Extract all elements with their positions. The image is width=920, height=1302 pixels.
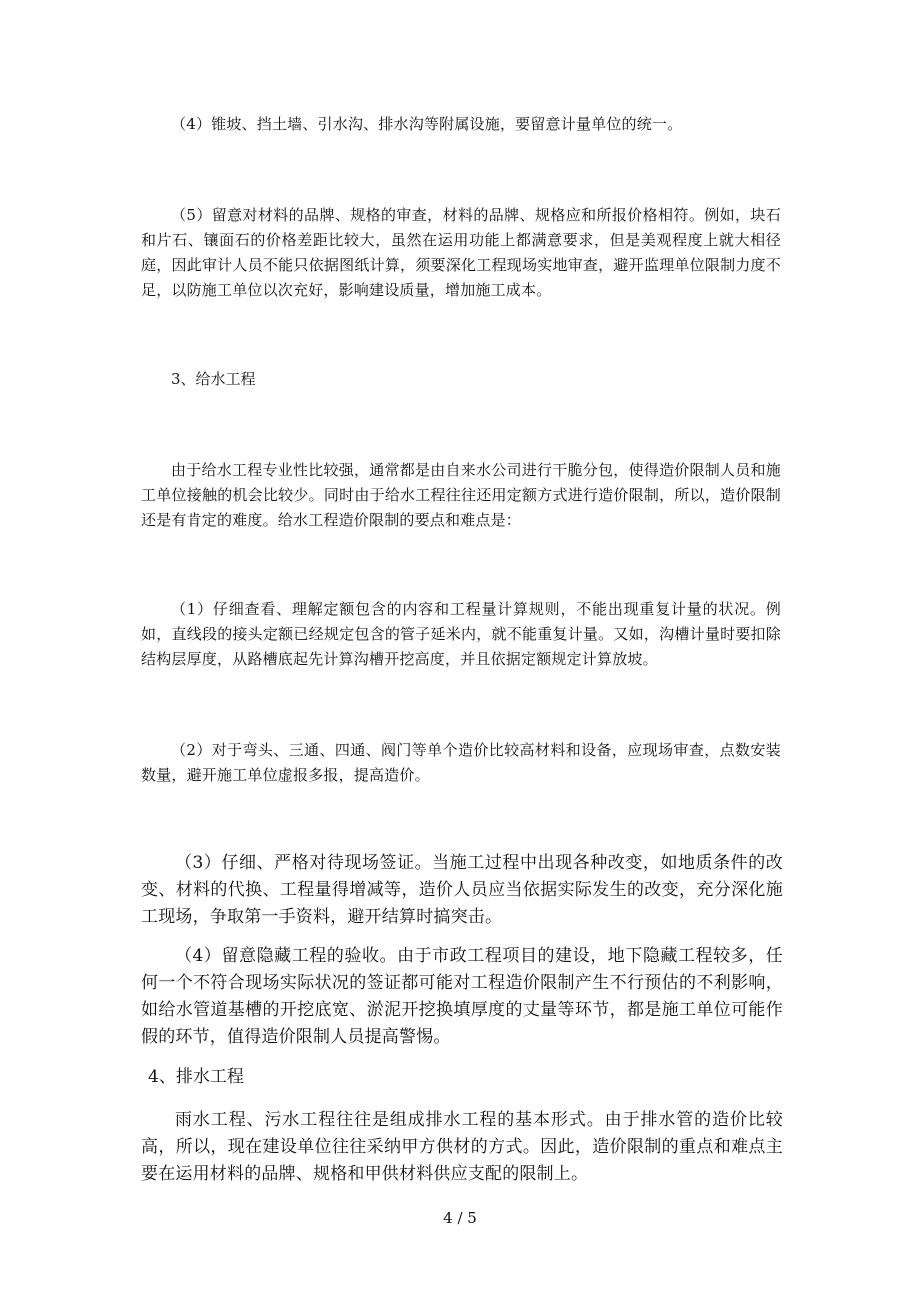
paragraph-water-supply-intro: 由于给水工程专业性比较强，通常都是由自来水公司进行干脆分包，使得造价限制人员和施工单位接触的机会比较少。同时由于给水工程往往还用定额方式进行造价限制，所以，造价限制还是有肯定的难度。给水工程造价限制的要点和难点是： [141, 461, 781, 529]
paragraph-quota-rules: （1）仔细查看、理解定额包含的内容和工程量计算规则，不能出现重复计量的状况。例如，直线段的接头定额已经规定包含的管子延米内，就不能重复计量。又如，沟槽计量时要扣除结构层厚度，从路槽底起先计算沟槽开挖高度，并且依据定额规定计算放坡。 [141, 600, 781, 668]
paragraph-material-brand-review: （5）留意对材料的品牌、规格的审查，材料的品牌、规格应和所报价格相符。例如，块石和片石、镶面石的价格差距比较大，虽然在运用功能上都满意要求，但是美观程度上就大相径庭，因此审计人员不能只依据图纸计算，须要深化工程现场实地审查，避开监理单位限制力度不足，以防施工单位以次充好，影响建设质量，增加施工成本。 [141, 206, 781, 299]
section-heading-water-supply: 3、给水工程 [171, 370, 256, 388]
page-number: 4 / 5 [443, 1209, 477, 1227]
paragraph-attached-facilities: （4）锥坡、挡土墙、引水沟、排水沟等附属设施，要留意计量单位的统一。 [171, 115, 683, 133]
section-heading-drainage: 4、排水工程 [148, 1067, 244, 1087]
paragraph-site-visa: （3）仔细、严格对待现场签证。当施工过程中出现各种改变，如地质条件的改变、材料的代换、工程量得增减等，造价人员应当依据实际发生的改变，充分深化施工现场，争取第一手资料，避开结算时搞突击。 [141, 853, 783, 927]
paragraph-drainage-intro: 雨水工程、污水工程往往是组成排水工程的基本形式。由于排水管的造价比较高，所以，现在建设单位往往采纳甲方供材的方式。因此，造价限制的重点和难点主要在运用材料的品牌、规格和甲供材料供应支配的限制上。 [141, 1110, 783, 1184]
paragraph-concealed-works: （4）留意隐藏工程的验收。由于市政工程项目的建设，地下隐藏工程较多，任何一个不符合现场实际状况的签证都可能对工程造价限制产生不行预估的不利影响，如给水管道基槽的开挖底宽、淤泥开挖换填厚度的丈量等环节，都是施工单位可能作假的环节，值得造价限制人员提高警惕。 [141, 946, 783, 1047]
paragraph-fittings-review: （2）对于弯头、三通、四通、阀门等单个造价比较高材料和设备，应现场审查，点数安装数量，避开施工单位虚报多报，提高造价。 [141, 741, 781, 784]
